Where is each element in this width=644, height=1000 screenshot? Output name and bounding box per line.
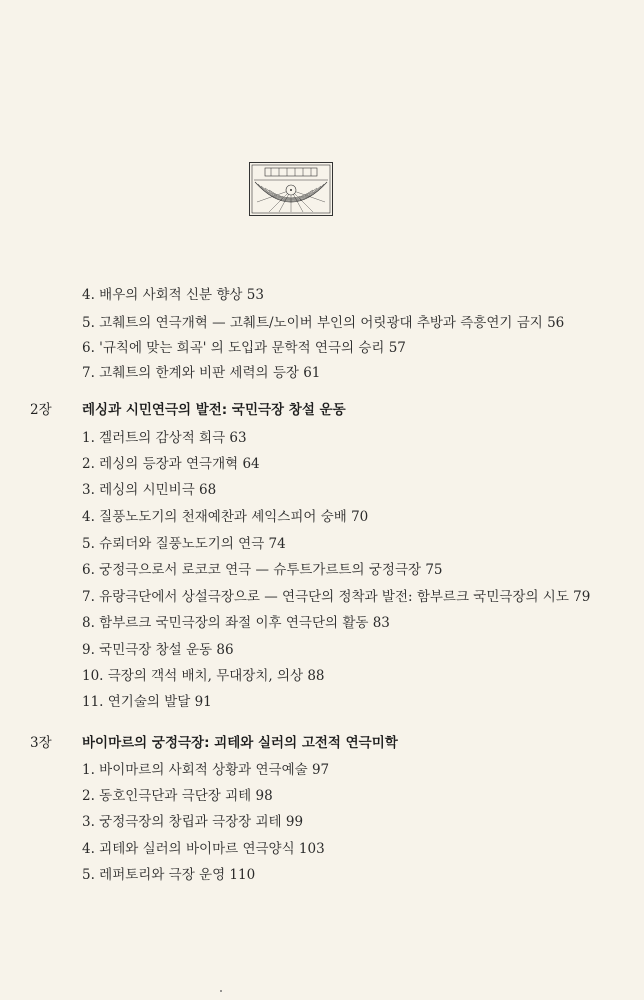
theater-ornament-icon: [249, 162, 333, 216]
toc-entry: 10. 극장의 객석 배치, 무대장치, 의상 88: [82, 668, 325, 684]
toc-entry: 11. 연기술의 발달 91: [82, 694, 212, 710]
page-speck: [220, 990, 222, 992]
toc-entry: 7. 고췌트의 한계와 비판 세력의 등장 61: [82, 365, 321, 381]
toc-entry: 5. 고췌트의 연극개혁 — 고췌트/노이버 부인의 어릿광대 추방과 즉흥연기 금지 56: [82, 315, 565, 331]
toc-entry: 4. 질풍노도기의 천재예찬과 셰익스피어 숭배 70: [82, 509, 369, 525]
toc-entry: 5. 슈뢰더와 질풍노도기의 연극 74: [82, 536, 286, 552]
toc-entry: 5. 레퍼토리와 극장 운영 110: [82, 867, 256, 883]
toc-entry: 8. 함부르크 국민극장의 좌절 이후 연극단의 활동 83: [82, 615, 390, 631]
toc-entry: 9. 국민극장 창설 운동 86: [82, 642, 234, 658]
toc-entry: 1. 바이마르의 사회적 상황과 연극예술 97: [82, 762, 330, 778]
chapter-number: 2장: [30, 402, 52, 418]
toc-entry: 4. 배우의 사회적 신분 향상 53: [82, 287, 264, 303]
toc-entry: 3. 레싱의 시민비극 68: [82, 482, 217, 498]
toc-entry: 7. 유랑극단에서 상설극장으로 — 연극단의 정착과 발전: 함부르크 국민극장의 시도 79: [82, 589, 591, 605]
chapter-number: 3장: [30, 735, 52, 751]
chapter-title: 레싱과 시민연극의 발전: 국민극장 창설 운동: [82, 402, 346, 418]
toc-entry: 6. '규칙에 맞는 희곡' 의 도입과 문학적 연극의 승리 57: [82, 340, 406, 356]
toc-entry: 6. 궁정극으로서 로코코 연극 — 슈투트가르트의 궁정극장 75: [82, 562, 443, 578]
toc-entry: 4. 괴테와 실러의 바이마르 연극양식 103: [82, 841, 325, 857]
toc-entry: 3. 궁정극장의 창립과 극장장 괴테 99: [82, 814, 304, 830]
toc-entry: 2. 레싱의 등장과 연극개혁 64: [82, 456, 260, 472]
chapter-title: 바이마르의 궁정극장: 괴테와 실러의 고전적 연극미학: [82, 735, 398, 751]
toc-entry: 1. 겔러트의 감상적 희극 63: [82, 430, 247, 446]
toc-entry: 2. 동호인극단과 극단장 괴테 98: [82, 788, 273, 804]
